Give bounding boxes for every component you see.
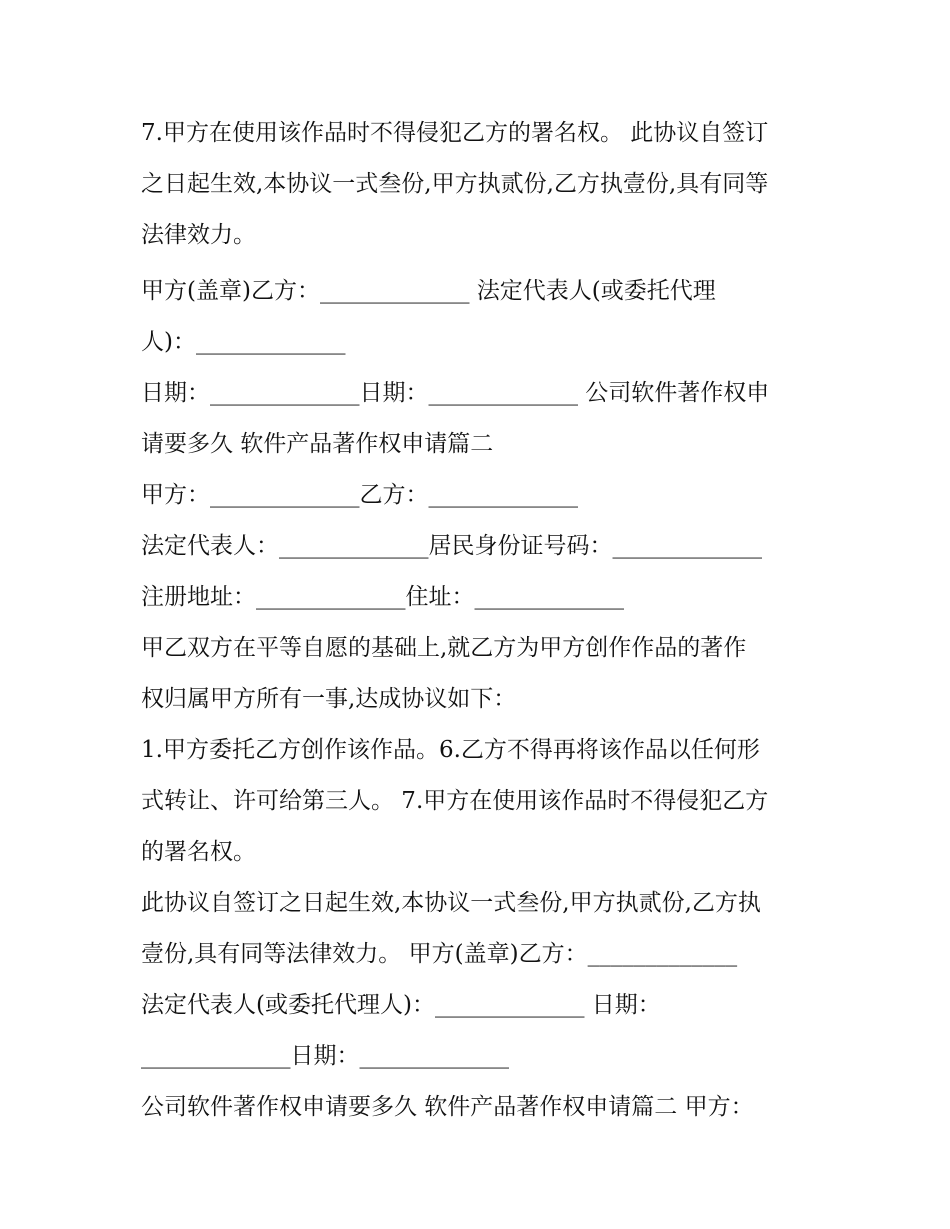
text-line: 式转让、许可给第三人。 7.甲方在使用该作品时不得侵犯乙方 (141, 788, 769, 814)
text-line: 日期：_____________日期：_____________ 公司软件著作权申 (141, 380, 770, 406)
paragraph-7 (141, 623, 821, 725)
paragraph-3 (141, 368, 821, 470)
text-line: 权归属甲方所有一事,达成协议如下： (141, 686, 517, 712)
paragraph-6 (141, 572, 821, 623)
text-line: 的署名权。 (141, 839, 256, 865)
paragraph-11 (141, 1082, 821, 1133)
text-line: 甲方(盖章)乙方：_____________ 法定代表人(或委托代理 (141, 278, 716, 304)
paragraph-1 (141, 108, 821, 261)
paragraph-4 (141, 470, 821, 521)
text-line: 甲方：_____________乙方：_____________ (141, 482, 578, 508)
text-line: 7.甲方在使用该作品时不得侵犯乙方的署名权。 此协议自签订 (141, 120, 769, 146)
text-line: 之日起生效,本协议一式叁份,甲方执贰份,乙方执壹份,具有同等 (141, 171, 769, 197)
text-line: 1.甲方委托乙方创作该作品。6.乙方不得再将该作品以任何形 (141, 737, 760, 763)
text-line: 法定代表人：_____________居民身份证号码：_____________ (141, 533, 762, 559)
text-line: 壹份,具有同等法律效力。 甲方(盖章)乙方：_____________ (141, 941, 738, 967)
text-line: 请要多久 软件产品著作权申请篇二 (141, 431, 494, 457)
text-line: 注册地址：_____________住址：_____________ (141, 584, 624, 610)
paragraph-10 (141, 980, 821, 1082)
paragraph-2 (141, 266, 821, 368)
paragraph-8 (141, 725, 821, 878)
paragraph-9 (141, 878, 821, 980)
text-line: 法定代表人(或委托代理人)：_____________ 日期： (141, 992, 661, 1018)
text-line: 甲乙双方在平等自愿的基础上,就乙方为甲方创作作品的著作 (141, 635, 747, 661)
text-line: 人)：_____________ (141, 329, 346, 355)
text-line: 此协议自签订之日起生效,本协议一式叁份,甲方执贰份,乙方执 (141, 890, 761, 916)
text-line: _____________日期：_____________ (141, 1043, 509, 1069)
document-body (141, 108, 821, 1133)
text-line: 公司软件著作权申请要多久 软件产品著作权申请篇二 甲方： (141, 1094, 754, 1120)
text-line: 法律效力。 (141, 222, 256, 248)
paragraph-5 (141, 521, 821, 572)
